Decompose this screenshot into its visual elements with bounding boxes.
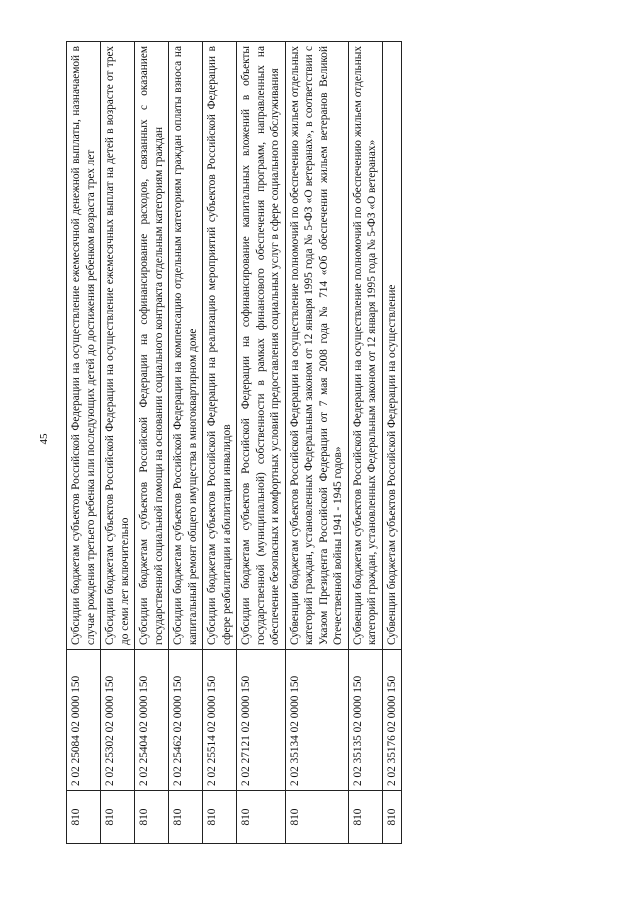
admin-code-cell: 810 (67, 791, 101, 844)
revenue-name-cell: Субсидии бюджетам субъектов Российской Федерации на реализацию мероприятий субъектов Российской Федерации в сфере реабилитации и абилитации инвалидов (203, 42, 237, 650)
revenue-name-cell: Субсидии бюджетам субъектов Российской Федерации на осуществление ежемесячных выплат на детей в возрасте от трех до семи лет включительно (101, 42, 135, 650)
table-row (382, 42, 402, 844)
admin-code-cell: 810 (348, 791, 382, 844)
revenue-name-cell: Субсидии бюджетам субъектов Российской Федерации на софинансирование расходов, связанных с оказанием государственной социальной помощи на основании социального контракта отдельным категориям граждан (135, 42, 169, 650)
revenue-name-cell: Субсидии бюджетам субъектов Российской Федерации на софинансирование капитальных вложений в объекты государственной (муниципальной) собственности в рамках финансового обеспечения программ, направленных на обеспечение безопасных и комфортных условий предоставления социальных услуг в сфере социального обслуживания (237, 42, 286, 650)
revenue-name-cell: Субвенции бюджетам субъектов Российской Федерации на осуществление полномочий по обеспечению жильем отдельных категорий граждан, установленных Федеральным законом от 12 января 1995 года № 5-ФЗ «О ветеранах» (348, 42, 382, 650)
table-row (237, 42, 286, 844)
table-row (67, 42, 101, 844)
table-row (169, 42, 203, 844)
revenue-name-cell: Субвенции бюджетам субъектов Российской Федерации на осуществление полномочий по обеспечению жильем отдельных категорий граждан, установленных Федеральным законом от 12 января 1995 года № 5-ФЗ «О ветеранах», в соответствии с Указом Президента Российской Федерации от 7 мая 2008 года № 714 «Об обеспечении жильем ветеранов Великой Отечественной войны 1941 - 1945 годов» (285, 42, 348, 650)
budget-code-cell: 2 02 27121 02 0000 150 (237, 650, 286, 791)
admin-code-cell: 810 (169, 791, 203, 844)
table-row (285, 42, 348, 844)
table-row (203, 42, 237, 844)
page-number: 45 (38, 433, 50, 445)
admin-code-cell: 810 (101, 791, 135, 844)
budget-code-cell: 2 02 25462 02 0000 150 (169, 650, 203, 791)
budget-code-cell: 2 02 25302 02 0000 150 (101, 650, 135, 791)
budget-code-cell: 2 02 35135 02 0000 150 (348, 650, 382, 791)
budget-code-cell: 2 02 25514 02 0000 150 (203, 650, 237, 791)
admin-code-cell: 810 (285, 791, 348, 844)
budget-code-cell: 2 02 25084 02 0000 150 (67, 650, 101, 791)
table-row (135, 42, 169, 844)
admin-code-cell: 810 (382, 791, 402, 844)
revenue-name-cell: Субсидии бюджетам субъектов Российской Федерации на компенсацию отдельным категориям граждан оплаты взноса на капитальный ремонт общего имущества в многоквартирном доме (169, 42, 203, 650)
budget-code-cell: 2 02 25404 02 0000 150 (135, 650, 169, 791)
admin-code-cell: 810 (237, 791, 286, 844)
table-body (67, 42, 402, 844)
rotated-page-content (38, 41, 566, 844)
revenue-name-cell: Субвенции бюджетам субъектов Российской Федерации на осуществление (382, 42, 402, 650)
revenue-name-cell: Субсидии бюджетам субъектов Российской Федерации на осуществление ежемесячной денежной выплаты, назначаемой в случае рождения третьего ребенка или последующих детей до достижения ребенком возраста трех лет (67, 42, 101, 650)
admin-code-cell: 810 (135, 791, 169, 844)
budget-revenue-table (66, 41, 402, 844)
budget-code-cell: 2 02 35134 02 0000 150 (285, 650, 348, 791)
table-row (101, 42, 135, 844)
table-row (348, 42, 382, 844)
admin-code-cell: 810 (203, 791, 237, 844)
budget-code-cell: 2 02 35176 02 0000 150 (382, 650, 402, 791)
